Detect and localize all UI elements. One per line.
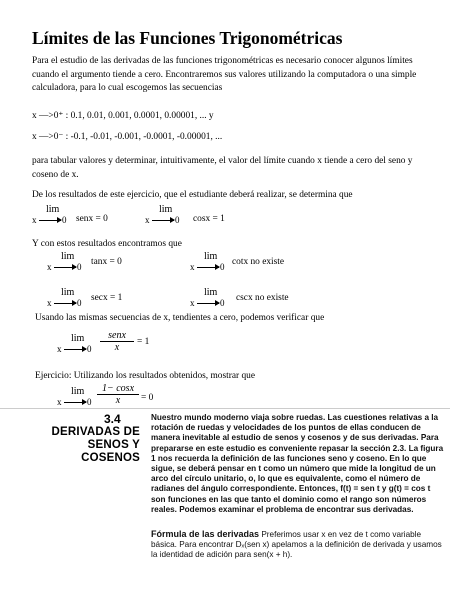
book-subheading: Fórmula de las derivadas: [151, 529, 260, 539]
lim-variable: x: [57, 344, 62, 354]
result-cot: cotx no existe: [232, 257, 285, 267]
arrow-icon: [54, 303, 76, 304]
arrow-icon: [39, 220, 61, 221]
lim-variable: x: [47, 262, 52, 272]
lim-target: 0: [62, 215, 67, 225]
lim-target: 0: [175, 215, 180, 225]
lim-label: lim: [159, 204, 173, 215]
limit-notation: [57, 386, 97, 408]
sequence-positive: x —>0⁺ : 0.1, 0.01, 0.001, 0.0001, 0.00001, ... y: [32, 111, 214, 121]
limit-notation: [190, 287, 230, 309]
page-title: Límites de las Funciones Trigonométricas: [32, 28, 343, 48]
fraction-numerator: senx: [100, 330, 134, 342]
lim-variable: x: [32, 215, 37, 225]
result-tan: tanx = 0: [91, 257, 122, 267]
lim-target: 0: [87, 397, 92, 407]
book-subtext: Preferimos usar x en vez de t como variable básica. Para encontrar Dₓ(sen x) apelamos a la definición de derivada y usamos la identidad de adición para sen(x + h).: [151, 530, 442, 560]
paragraph-verify: Usando las mismas secuencias de x, tendientes a cero, podemos verificar que: [35, 313, 325, 323]
lim-variable: x: [190, 262, 195, 272]
fraction-result: = 1: [137, 337, 150, 347]
paragraph-found: Y con estos resultados encontramos que: [32, 239, 182, 249]
result-cos: cosx = 1: [193, 214, 225, 224]
intro-paragraph: Para el estudio de las derivadas de las funciones trigonométricas es necesario conocer algunos límites cuando el argumento tiende a cero. Encontraremos sus valores utilizando la computadora o una simple calculadora, para lo cual escogemos las secuencias: [32, 56, 417, 93]
lim-variable: x: [57, 397, 62, 407]
limit-notation: [47, 287, 87, 309]
arrow-icon: [54, 267, 76, 268]
lim-variable: x: [145, 215, 150, 225]
book-subsection: [151, 529, 444, 561]
fraction-sinx-over-x: [100, 330, 134, 353]
arrow-icon: [152, 220, 174, 221]
lim-variable: x: [190, 298, 195, 308]
lim-target: 0: [77, 298, 82, 308]
fraction-denominator: x: [115, 395, 121, 406]
arrow-icon: [64, 349, 86, 350]
lim-target: 0: [87, 344, 92, 354]
lim-target: 0: [220, 298, 225, 308]
lim-label: lim: [204, 287, 218, 298]
arrow-icon: [197, 267, 219, 268]
lim-label: lim: [61, 287, 75, 298]
arrow-icon: [64, 402, 86, 403]
result-csc: cscx no existe: [236, 293, 289, 303]
lim-target: 0: [220, 262, 225, 272]
lim-label: lim: [71, 333, 85, 344]
exercise-paragraph: Ejercicio: Utilizando los resultados obtenidos, mostrar que: [35, 371, 256, 381]
fraction-1-minus-cosx-over-x: [97, 383, 139, 406]
fraction-numerator: 1− cosx: [97, 383, 139, 395]
limit-notation: [32, 204, 72, 226]
lim-label: lim: [46, 204, 60, 215]
paragraph-results: De los resultados de este ejercicio, que el estudiante deberá realizar, se determina que: [32, 190, 353, 200]
lim-target: 0: [77, 262, 82, 272]
paragraph-tabulate: para tabular valores y determinar, intuitivamente, el valor del límite cuando x tiende a cero del seno y coseno de x.: [32, 156, 413, 180]
result-sec: secx = 1: [91, 293, 123, 303]
limit-notation: [145, 204, 185, 226]
book-paragraph: Nuestro mundo moderno viaja sobre ruedas. Las cuestiones relativas a la rotación de ruedas y velocidades de los puntos de ellas conducen de manera inevitable al estudio de senos y cosenos y de sus derivadas. Para prepararse en este estudio es conveniente repasar la sección 2.3. La figura 1 nos recuerda la definición de las funciones seno y coseno. En lo que sigue, se deberá pensar en t como un número que mide la longitud de un arco del círculo unitario, o, lo que es equivalente, como el número de radianes del ángulo correspondiente. Entonces, f(t) = sen t y g(t) = cos t son funciones en las que tanto el dominio como el rango son números reales. Podemos examinar el problema de encontrar sus derivadas.: [151, 413, 444, 514]
lim-variable: x: [47, 298, 52, 308]
divider: [0, 408, 450, 409]
section-title: DERIVADAS DE SENOS Y COSENOS: [51, 426, 140, 464]
sequence-negative: x —>0⁻ : -0.1, -0.01, -0.001, -0.0001, -0.00001, ...: [32, 132, 223, 142]
section-number: 3.4: [104, 412, 121, 426]
result-sin: senx = 0: [76, 214, 108, 224]
lim-label: lim: [204, 251, 218, 262]
limit-notation: [57, 333, 97, 355]
limit-notation: [47, 251, 87, 273]
fraction-result: = 0: [141, 393, 154, 403]
limit-notation: [190, 251, 230, 273]
arrow-icon: [197, 303, 219, 304]
fraction-denominator: x: [114, 342, 120, 353]
lim-label: lim: [71, 386, 85, 397]
lim-label: lim: [61, 251, 75, 262]
